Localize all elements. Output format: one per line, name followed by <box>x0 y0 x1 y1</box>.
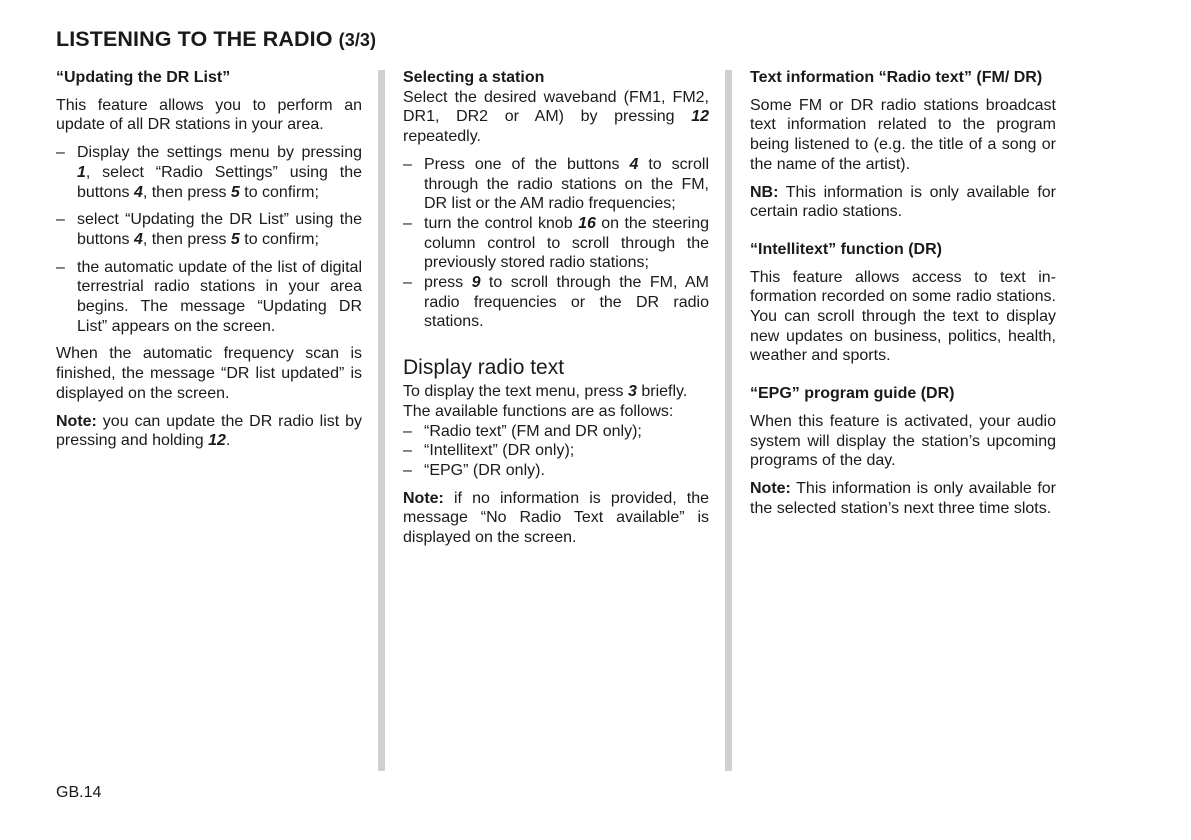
column-text-information <box>750 68 1056 526</box>
updating-dr-list-heading: “Updating the DR List” <box>56 69 231 86</box>
note-update-list: Note: you can update the DR radio list by pressing and holding 12. <box>56 412 362 450</box>
intellitext-description: This feature allows access to text information recorded on some radio stations. You can scroll through the text to display new updates on business, politics, health, weather and sports. <box>750 268 1056 365</box>
scan-finished-text: When the automatic frequency scan is finished, the message “DR list updated” is displayed on the screen. <box>56 345 362 402</box>
note-time-slots: Note: This information is only available for the selected station’s next three time slots. <box>750 479 1056 517</box>
list-item: – “Intellitext” (DR only); <box>403 441 709 461</box>
updating-dr-list-intro: This feature allows you to perform an update of all DR stations in your area. <box>56 96 362 134</box>
display-radio-text-heading: Display radio text <box>403 356 565 380</box>
note-no-radio-text: Note: if no information is provided, the message “No Radio Text available” is displayed on the screen. <box>403 489 709 547</box>
list-item: – press 9 to scroll through the FM, AM radio frequencies or the DR radio stations. <box>403 273 709 332</box>
epg-description: When this feature is activated, your audio system will display the station’s upcoming programs of the day. <box>750 412 1056 470</box>
intellitext-heading: “Intellitext” function (DR) <box>750 240 942 258</box>
list-item: – the automatic update of the list of digital terrestrial radio stations in your area begins. The message “Updating DR List” appears on the screen. <box>56 258 362 337</box>
epg-heading: “EPG” program guide (DR) <box>750 385 955 403</box>
column-divider-2 <box>725 70 732 771</box>
updating-steps-list <box>56 143 362 336</box>
functions-intro: The available functions are as follows: <box>403 402 674 420</box>
list-item: – Display the settings menu by pressing 1, select “Radio Settings” using the buttons 4, then press 5 to confirm; <box>56 143 362 202</box>
column-updating-dr-list <box>56 68 362 459</box>
key-ref: 4 <box>629 155 639 173</box>
radio-text-description: Some FM or DR radio stations broadcast text information related to the program being listened to (e.g. the title of a song or the name of the artist). <box>750 96 1056 173</box>
key-ref: 4 <box>133 230 143 248</box>
page-title: LISTENING TO THE RADIO (3/3) <box>56 27 377 51</box>
list-item: – “EPG” (DR only). <box>403 461 709 481</box>
key-ref: 5 <box>230 230 240 248</box>
selecting-station-intro: Select the desired waveband (FM1, FM2, DR1, DR2 or AM) by pressing 12 repeatedly. <box>403 88 709 146</box>
key-ref: 9 <box>471 274 481 292</box>
selecting-station-heading: Selecting a station <box>403 69 545 86</box>
key-ref: 5 <box>230 183 240 201</box>
column-selecting-station <box>403 68 709 556</box>
key-ref: 4 <box>133 183 143 201</box>
page-number: GB.14 <box>56 784 102 801</box>
list-item: – select “Updating the DR List” using the buttons 4, then press 5 to confirm; <box>56 210 362 249</box>
key-ref: 1 <box>77 163 86 181</box>
key-ref: 12 <box>691 108 709 126</box>
display-radio-text-intro: To display the text menu, press 3 briefly. <box>403 383 688 401</box>
list-item: – “Radio text” (FM and DR only); <box>403 422 709 442</box>
key-ref: 12 <box>208 432 226 450</box>
list-item: – Press one of the buttons 4 to scroll through the radio stations on the FM, DR list or the AM radio frequencies; <box>403 155 709 214</box>
functions-list <box>403 422 709 481</box>
key-ref: 3 <box>628 383 637 401</box>
page-title-part: (3/3) <box>338 30 377 50</box>
key-ref: 16 <box>578 214 596 232</box>
nb-availability: NB: This information is only available for certain radio stations. <box>750 183 1056 221</box>
list-item: – turn the control knob 16 on the steering column control to scroll through the previously stored radio stations; <box>403 214 709 273</box>
column-divider-1 <box>378 70 385 771</box>
station-steps-list <box>403 155 709 332</box>
radio-text-heading: Text information “Radio text” (FM/ DR) <box>750 69 1043 86</box>
